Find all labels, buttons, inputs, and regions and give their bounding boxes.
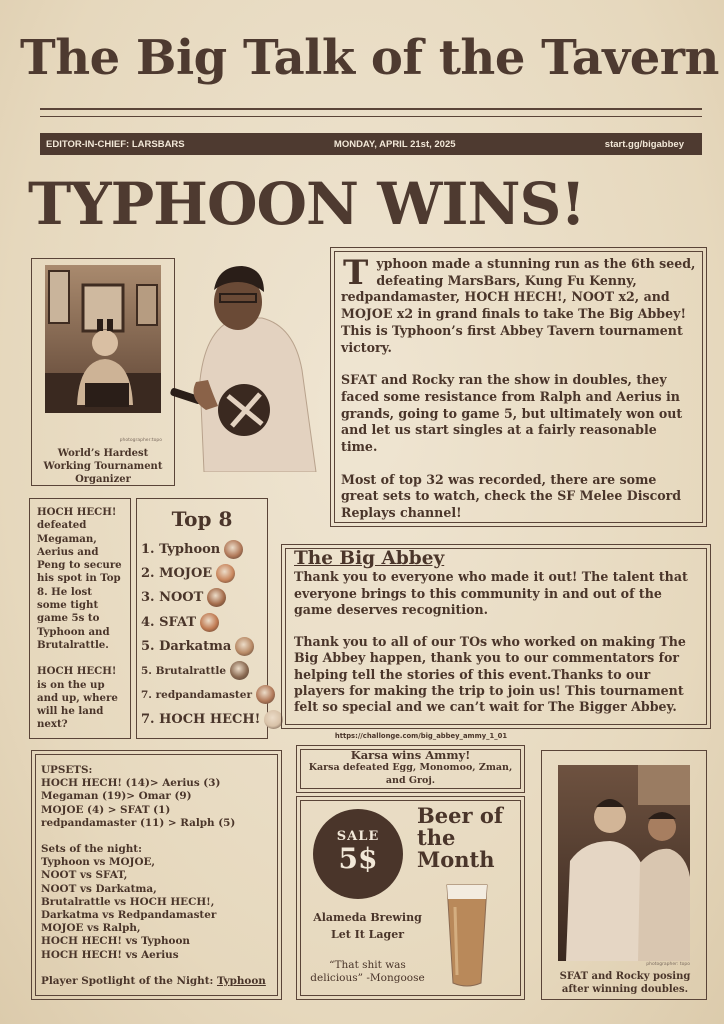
to-photo-card (31, 258, 175, 486)
top8-entry (141, 610, 263, 634)
masthead-rule (40, 108, 702, 110)
top8-entry-name: 5. Brutalrattle (141, 664, 227, 677)
sale-badge (313, 809, 403, 899)
set-line: NOOT vs Darkatma, (41, 882, 157, 895)
top8-entry (141, 658, 263, 682)
upsets-box (31, 750, 282, 1000)
to-photo-image (45, 265, 161, 413)
darkatma-character-icon (235, 637, 254, 656)
beer-title: Beer of the Month (417, 803, 503, 872)
top8-entry-name: 4. SFAT (141, 614, 197, 630)
karsa-box (296, 745, 525, 793)
hoch-hech-sidebar (29, 498, 131, 739)
top8-entry-name: 7. redpandamaster (141, 688, 252, 701)
big-abbey-paragraph-1: Thank you to everyone who made it out! The talent that everyone brings to this community in and out of the game deserves recognition. (294, 569, 688, 617)
top8-entry (141, 683, 263, 707)
karsa-title: Karsa wins Ammy! (350, 748, 471, 762)
big-abbey-title: The Big Abbey (294, 548, 445, 569)
mojoe-character-icon (216, 564, 235, 583)
typhoon-character-icon (224, 540, 243, 559)
to-photo (45, 265, 161, 413)
hoch-paragraph-1: HOCH HECH! defeated Megaman, Aerius and Peng to secure his spot in Top 8. He lost some tight game 5s to Typhoon and Brutalrattle. (37, 506, 122, 651)
top8-entry-name: 1. Typhoon (141, 541, 221, 557)
challonge-link[interactable]: https://challonge.com/big_abbey_ammy_1_01 (334, 732, 508, 740)
top8-entry (141, 586, 263, 610)
doubles-photo-credit: photographer: topo (646, 962, 690, 967)
karsa-body: Karsa defeated Egg, Monomoo, Zman, and Groj. (308, 761, 513, 786)
sale-label: SALE (336, 829, 380, 844)
hoch-paragraph-2: HOCH HECH! is on the up and up, where will he land next? (37, 665, 118, 731)
article-paragraph-1: yphoon made a stunning run as the 6th seed, defeating MarsBars, Kung Fu Kenny, redpandamaster, HOCH HECH!, NOOT x2, and MOJOE x2 in grand finals to take The Big Abbey! This is Typhoon’s first Abbey Tavern tournament victory. (341, 256, 696, 355)
top8-entry-name: 5. Darkatma (141, 638, 232, 654)
upset-line: redpandamaster (11) > Ralph (5) (41, 816, 236, 829)
set-line: HOCH HECH! vs Aerius (41, 948, 179, 961)
brewery-name: Alameda Brewing (313, 911, 422, 924)
top8-entry-name: 7. HOCH HECH! (141, 711, 261, 727)
noot-character-icon (207, 588, 226, 607)
spotlight-label: Player Spotlight of the Night: (41, 974, 217, 987)
sfat-character-icon (200, 613, 219, 632)
article-paragraph-3: Most of top 32 was recorded, there are some great sets to watch, check the SF Melee Discord Replays channel! (341, 471, 682, 521)
editor-label: EDITOR-IN-CHIEF: LARSBARS (46, 138, 185, 150)
top8-entry (141, 561, 263, 585)
upset-line: HOCH HECH! (14)> Aerius (3) (41, 777, 221, 790)
set-line: Typhoon vs MOJOE, (41, 856, 156, 869)
info-bar (40, 133, 702, 155)
beer-name (305, 909, 430, 943)
to-photo-caption: World’s Hardest Working Tournament Organizer (43, 448, 163, 485)
sale-price: 5$ (338, 842, 378, 875)
main-article (330, 247, 707, 527)
start-gg-link[interactable]: start.gg/bigabbey (604, 138, 684, 150)
upset-line: MOJOE (4) > SFAT (1) (41, 803, 171, 816)
top8-list (141, 537, 263, 731)
headline: TYPHOON WINS! (28, 170, 585, 238)
top8-entry-name: 2. MOJOE (141, 565, 213, 581)
drop-cap: T (343, 253, 369, 293)
doubles-photo-image (558, 765, 690, 961)
masthead-title: The Big Talk of the Tavern (20, 30, 719, 86)
top8-box (136, 498, 268, 739)
article-paragraph-2: SFAT and Rocky ran the show in doubles, they faced some resistance from Ralph and Aerius in grands, going to game 5, but ultimately won out and let us start singles at a fairly reasonable time. (341, 372, 683, 455)
big-abbey-article (281, 544, 711, 729)
doubles-photo (558, 765, 690, 961)
brutalrattle-character-icon (230, 661, 249, 680)
beer-box (296, 796, 525, 1000)
top8-title: Top 8 (171, 507, 233, 531)
lager-name: Let It Lager (330, 928, 405, 941)
doubles-photo-card (541, 750, 707, 1000)
set-line: HOCH HECH! vs Typhoon (41, 935, 190, 948)
typhoon-cutout-image (166, 260, 328, 472)
top8-entry (141, 707, 263, 731)
typhoon-cutout-photo (166, 260, 328, 472)
upset-line: Megaman (19)> Omar (9) (41, 790, 192, 803)
top8-entry (141, 537, 263, 561)
to-photo-credit: photographer:topo (119, 438, 162, 443)
top8-entry (141, 634, 263, 658)
issue-date: MONDAY, APRIL 21st, 2025 (333, 138, 456, 150)
top8-entry-name: 3. NOOT (141, 590, 204, 606)
spotlight-name: Typhoon (216, 974, 266, 987)
masthead-rule-thin (40, 116, 702, 117)
set-line: Darkatma vs Redpandamaster (41, 909, 217, 922)
set-line: MOJOE vs Ralph, (41, 922, 141, 935)
big-abbey-paragraph-2: Thank you to all of our TOs who worked on making The Big Abbey happen, thank you to our commentators for helping tell the stories of this event.Thanks to our players for making the trip to join us! This tournament felt so special and we can’t wait for The Bigger Abbey. (294, 634, 686, 715)
set-line: NOOT vs SFAT, (41, 869, 128, 882)
beer-glass-icon (445, 883, 489, 991)
sets-heading: Sets of the night: (41, 843, 142, 856)
upsets-heading: UPSETS: (41, 764, 93, 776)
doubles-photo-caption: SFAT and Rocky posing after winning doubles. (559, 971, 691, 995)
set-line: Brutalrattle vs HOCH HECH!, (41, 895, 215, 908)
beer-quote: “That shit was delicious” -Mongoose (310, 959, 425, 984)
